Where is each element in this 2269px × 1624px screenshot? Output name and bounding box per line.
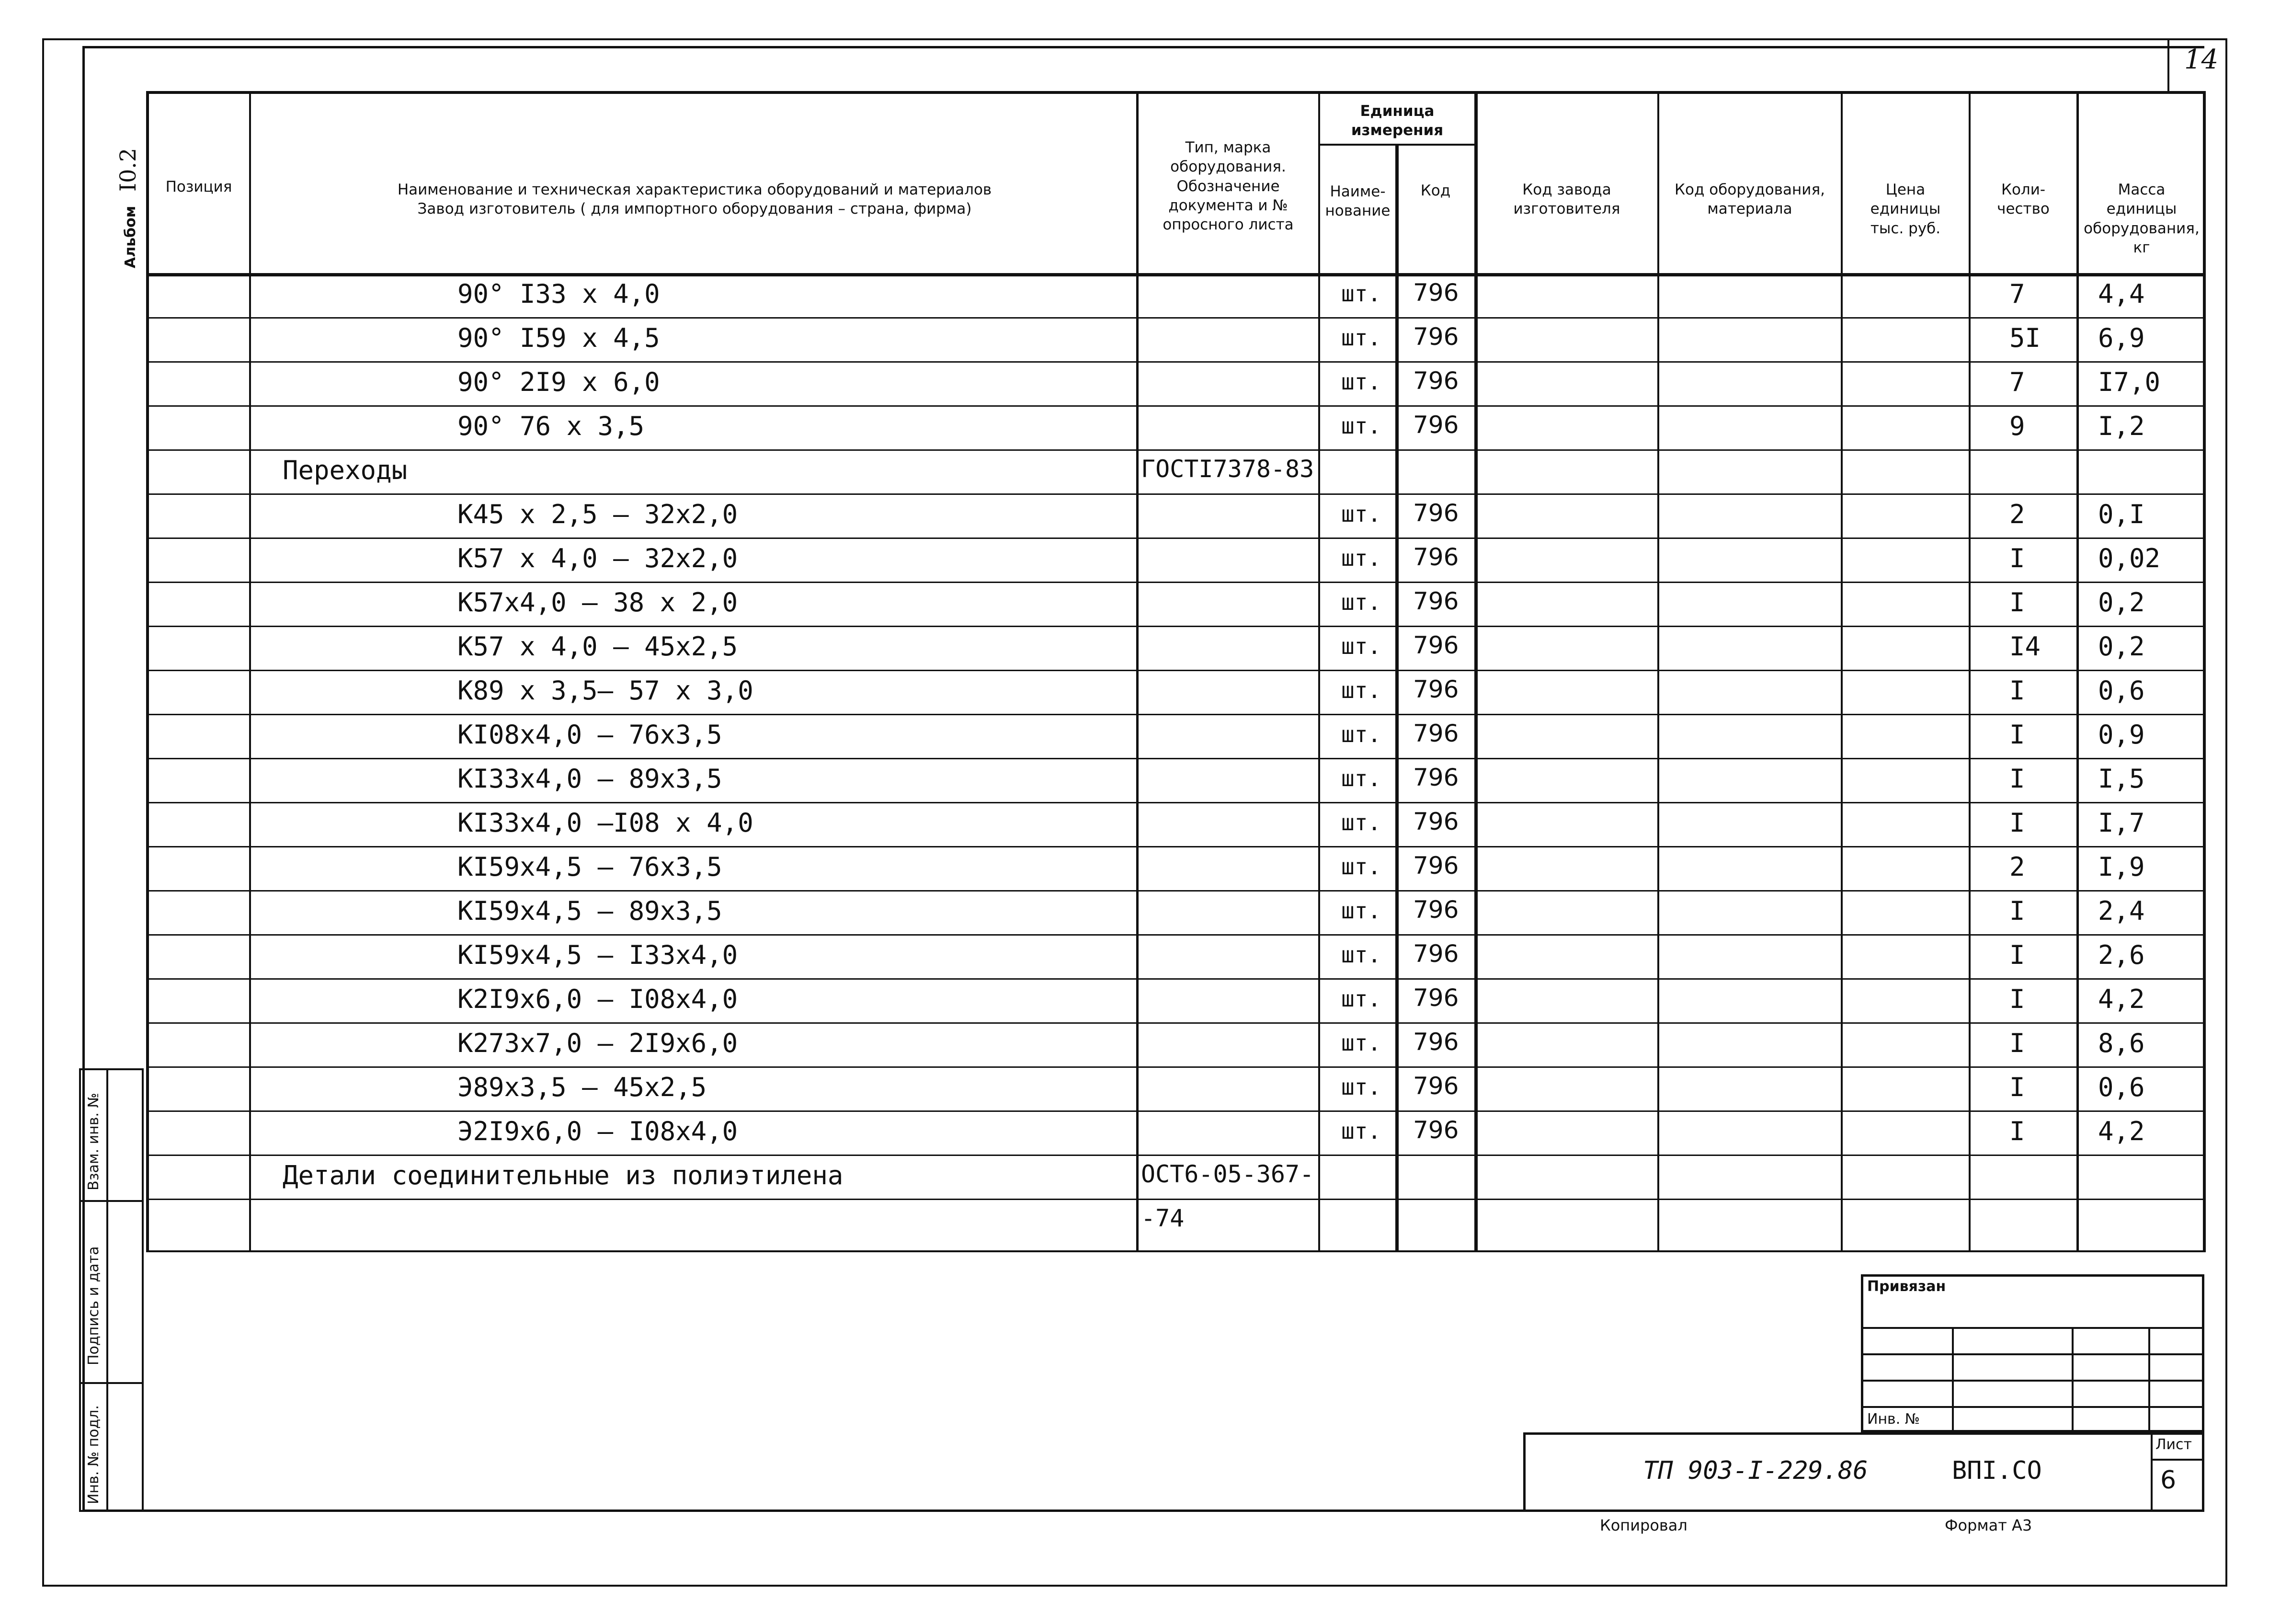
- item-name: 90° 2I9 x 6,0: [457, 367, 660, 397]
- stamp-line-a: [1861, 1327, 2204, 1329]
- item-name: КI59x4,5 – 76x3,5: [457, 852, 722, 882]
- item-unit: шт.: [1341, 942, 1381, 968]
- stamp-doc-part: ВПI.СО: [1952, 1456, 2042, 1485]
- side-strip-divider: [106, 1068, 108, 1512]
- item-qty: I4: [2009, 631, 2041, 662]
- stamp-inv-no: Инв. №: [1867, 1411, 1920, 1428]
- row-line: [146, 714, 2206, 715]
- item-name: 90° I59 x 4,5: [457, 323, 660, 353]
- item-unit: шт.: [1341, 766, 1381, 791]
- item-name: Переходы: [283, 455, 408, 485]
- table-bottom-line: [146, 1250, 2206, 1252]
- item-unit: шт.: [1341, 854, 1381, 880]
- item-qty: 7: [2009, 367, 2025, 397]
- header-unit-group: Единица измерения: [1351, 103, 1444, 139]
- item-code: 796: [1413, 543, 1459, 571]
- item-code: 796: [1413, 631, 1459, 659]
- item-unit: шт.: [1341, 281, 1381, 307]
- item-unit: шт.: [1341, 325, 1381, 351]
- item-name: Э2I9x6,0 – I08x4,0: [457, 1116, 738, 1146]
- side-label-vzam: Взам. инв. №: [85, 1093, 102, 1190]
- item-mass: I,5: [2098, 764, 2145, 794]
- item-unit: шт.: [1341, 721, 1381, 747]
- item-name: К57 x 4,0 – 45x2,5: [457, 631, 738, 662]
- item-name: К57 x 4,0 – 32x2,0: [457, 543, 738, 573]
- item-mass: I7,0: [2098, 367, 2161, 397]
- stamp-sheet-label: Лист: [2155, 1436, 2192, 1453]
- side-label-podpis: Подпись и дата: [85, 1246, 102, 1365]
- item-name: Детали соединительные из полиэтилена: [283, 1160, 844, 1190]
- stamp-doc-code: ТП 903-I-229.86: [1643, 1456, 1868, 1485]
- item-qty: 9: [2009, 411, 2025, 441]
- item-code: 796: [1413, 279, 1459, 307]
- row-line: [146, 846, 2206, 847]
- row-line: [146, 626, 2206, 627]
- side-strip-line-1: [79, 1200, 144, 1202]
- item-code: 796: [1413, 499, 1459, 527]
- row-line: [146, 890, 2206, 892]
- row-line: [146, 1155, 2206, 1156]
- row-line: [146, 449, 2206, 451]
- item-unit: шт.: [1341, 898, 1381, 924]
- item-name: К57x4,0 – 38 x 2,0: [457, 587, 738, 618]
- header-factory-code: Код завода изготовителя: [1513, 181, 1620, 218]
- item-qty: I: [2009, 1116, 2025, 1146]
- item-name: КI59x4,5 – I33x4,0: [457, 940, 738, 970]
- row-line: [146, 1199, 2206, 1200]
- header-price: Цена единицы тыс. руб.: [1870, 181, 1941, 237]
- side-strip-line-2: [79, 1382, 144, 1384]
- item-code: 796: [1413, 675, 1459, 703]
- item-code: 796: [1413, 896, 1459, 924]
- item-qty: 5I: [2009, 323, 2041, 353]
- stamp-line-c: [1861, 1380, 2204, 1382]
- row-line: [146, 1022, 2206, 1024]
- row-line: [146, 405, 2206, 407]
- item-code: 796: [1413, 1028, 1459, 1056]
- row-line: [146, 361, 2206, 363]
- item-qty: 2: [2009, 852, 2025, 882]
- item-qty: I: [2009, 808, 2025, 838]
- unit-subheader-line: [1318, 144, 1474, 146]
- item-name: КI33x4,0 – 89x3,5: [457, 764, 722, 794]
- stamp-vline-a: [1952, 1327, 1954, 1432]
- footer-format: Формат А3: [1945, 1516, 2032, 1534]
- item-name: КI08x4,0 – 76x3,5: [457, 720, 722, 750]
- item-unit: шт.: [1341, 1030, 1381, 1056]
- item-code: 796: [1413, 587, 1459, 615]
- stamp-line-d: [1861, 1406, 2204, 1408]
- row-line: [146, 1110, 2206, 1112]
- header-quantity: Коли- чество: [1997, 181, 2050, 218]
- item-name: Э89x3,5 – 45x2,5: [457, 1072, 707, 1102]
- item-qty: I: [2009, 675, 2025, 706]
- item-mass: 4,2: [2098, 984, 2145, 1014]
- item-unit: шт.: [1341, 545, 1381, 571]
- item-mass: 0,9: [2098, 720, 2145, 750]
- header-unit-code: Код: [1420, 182, 1451, 199]
- row-line: [146, 670, 2206, 671]
- item-mass: 0,6: [2098, 675, 2145, 706]
- item-mass: I,7: [2098, 808, 2145, 838]
- item-mass: I,9: [2098, 852, 2145, 882]
- item-code: 796: [1413, 411, 1459, 439]
- item-name: К89 x 3,5– 57 x 3,0: [457, 675, 753, 706]
- item-qty: 7: [2009, 279, 2025, 309]
- album-number: I0.2: [115, 148, 141, 192]
- item-mass: 2,4: [2098, 896, 2145, 926]
- item-name: 90° I33 x 4,0: [457, 279, 660, 309]
- side-label-inv: Инв. № подл.: [85, 1405, 102, 1504]
- header-position: Позиция: [165, 178, 232, 195]
- item-qty: I: [2009, 543, 2025, 573]
- item-code: 796: [1413, 367, 1459, 395]
- item-name: КI33x4,0 –I08 x 4,0: [457, 808, 753, 838]
- header-type: Тип, марка оборудования. Обозначение документа и № опросного листа: [1163, 139, 1294, 234]
- item-mass: 4,4: [2098, 279, 2145, 309]
- item-qty: I: [2009, 587, 2025, 618]
- item-mass: 4,2: [2098, 1116, 2145, 1146]
- item-code: 796: [1413, 323, 1459, 351]
- item-mass: 0,2: [2098, 631, 2145, 662]
- item-code: 796: [1413, 984, 1459, 1012]
- item-unit: шт.: [1341, 501, 1381, 527]
- stamp-vline-b: [2072, 1327, 2074, 1432]
- item-name: КI59x4,5 – 89x3,5: [457, 896, 722, 926]
- row-line: [146, 317, 2206, 319]
- item-unit: шт.: [1341, 413, 1381, 439]
- item-qty: 2: [2009, 499, 2025, 529]
- item-doc: ГОСТI7378-83: [1141, 455, 1314, 483]
- item-code: 796: [1413, 720, 1459, 747]
- item-mass: 6,9: [2098, 323, 2145, 353]
- stamp-sheet-line: [2151, 1459, 2204, 1461]
- stamp-vline-c: [2148, 1327, 2150, 1432]
- item-qty: I: [2009, 896, 2025, 926]
- header-mass: Масса единицы оборудования, кг: [2084, 181, 2200, 256]
- item-mass: 0,6: [2098, 1072, 2145, 1102]
- footer-copied: Копировал: [1600, 1516, 1687, 1534]
- item-code: 796: [1413, 940, 1459, 968]
- item-mass: I,2: [2098, 411, 2145, 441]
- item-unit: шт.: [1341, 1118, 1381, 1144]
- item-qty: I: [2009, 764, 2025, 794]
- item-name: К45 x 2,5 – 32x2,0: [457, 499, 738, 529]
- item-mass: 8,6: [2098, 1028, 2145, 1058]
- row-line: [146, 1066, 2206, 1068]
- item-unit: шт.: [1341, 1074, 1381, 1100]
- item-unit: шт.: [1341, 810, 1381, 835]
- header-equipment-code: Код оборудования, материала: [1675, 181, 1825, 218]
- col-line-4: [1395, 144, 1399, 1250]
- item-code: 796: [1413, 764, 1459, 791]
- item-mass: 0,2: [2098, 587, 2145, 618]
- row-line: [146, 802, 2206, 803]
- stamp-line-b: [1861, 1353, 2204, 1355]
- header-name: Наименование и техническая характеристика оборудований и материалов Завод изготовитель ( для импортного оборудования – страна, фирма): [397, 181, 992, 218]
- row-line: [146, 493, 2206, 495]
- header-unit-name: Наиме- нование: [1325, 183, 1391, 220]
- item-code: 796: [1413, 808, 1459, 835]
- row-line: [146, 538, 2206, 539]
- item-code: 796: [1413, 1072, 1459, 1100]
- row-line: [146, 978, 2206, 980]
- item-unit: шт.: [1341, 677, 1381, 703]
- item-unit: шт.: [1341, 369, 1381, 395]
- item-qty: I: [2009, 984, 2025, 1014]
- item-name: К2I9x6,0 – I08x4,0: [457, 984, 738, 1014]
- row-line: [146, 934, 2206, 936]
- stamp-privyazan: Привязан: [1867, 1278, 1946, 1295]
- item-qty: I: [2009, 1072, 2025, 1102]
- corner-box-line: [2167, 38, 2169, 91]
- item-qty: I: [2009, 940, 2025, 970]
- item-code: 796: [1413, 1116, 1459, 1144]
- item-doc: -74: [1141, 1204, 1185, 1232]
- item-name: К273x7,0 – 2I9x6,0: [457, 1028, 738, 1058]
- header-separator: [146, 273, 2206, 276]
- item-mass: 0,I: [2098, 499, 2145, 529]
- item-qty: I: [2009, 1028, 2025, 1058]
- item-name: 90° 76 x 3,5: [457, 411, 645, 441]
- row-line: [146, 758, 2206, 759]
- item-unit: шт.: [1341, 633, 1381, 659]
- item-mass: 0,02: [2098, 543, 2161, 573]
- album-label: Альбом: [122, 206, 139, 268]
- item-doc: ОСТ6-05-367-: [1141, 1160, 1314, 1188]
- stamp-sheet-divider: [2151, 1432, 2153, 1512]
- item-mass: 2,6: [2098, 940, 2145, 970]
- item-qty: I: [2009, 720, 2025, 750]
- item-unit: шт.: [1341, 589, 1381, 615]
- item-code: 796: [1413, 852, 1459, 880]
- stamp-sheet-no: 6: [2160, 1466, 2177, 1495]
- item-unit: шт.: [1341, 986, 1381, 1012]
- row-line: [146, 582, 2206, 583]
- corner-sheet-number: 14: [2184, 44, 2219, 75]
